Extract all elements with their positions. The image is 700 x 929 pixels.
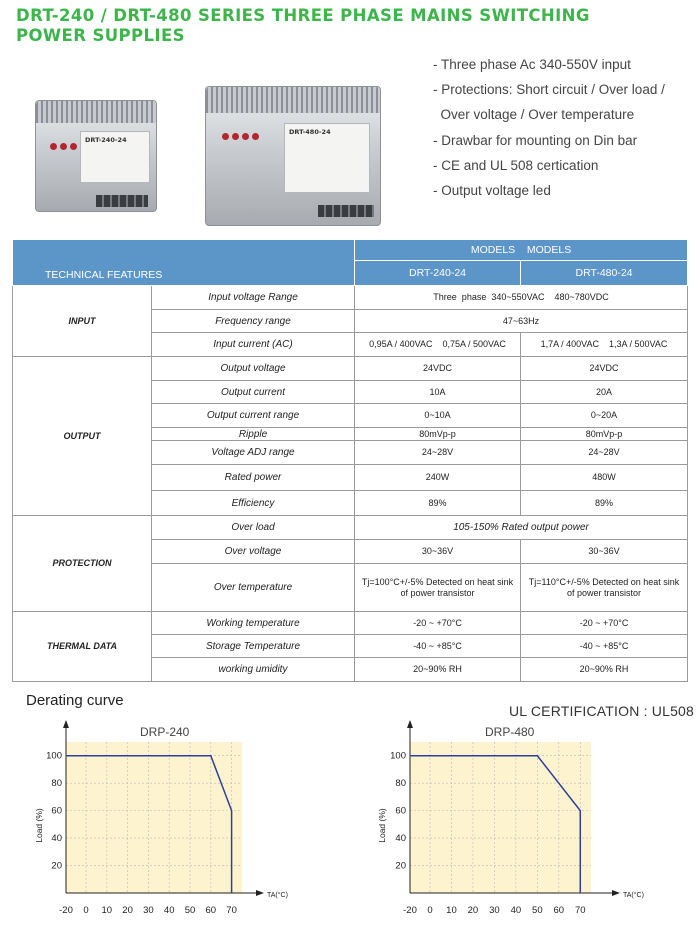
- feature-label: working umidity: [152, 658, 355, 682]
- spec-value: -20 ~ +70°C: [521, 612, 688, 635]
- x-tick-label: 0: [427, 905, 433, 916]
- y-tick-label: 100: [390, 750, 406, 762]
- x-tick-label: 40: [510, 905, 522, 916]
- feature-label: Input voltage Range: [152, 286, 355, 310]
- derating-chart-drp-480: [373, 718, 643, 918]
- feature-item: - Protections: Short circuit / Over load /: [433, 82, 665, 98]
- feature-label: Ripple: [152, 428, 355, 441]
- spec-value: 0~20A: [521, 404, 688, 428]
- feature-item: - Drawbar for mounting on Din bar: [433, 132, 638, 148]
- spec-value: 47~63Hz: [355, 310, 688, 333]
- plot-area: [66, 742, 242, 893]
- feature-label: Frequency range: [152, 310, 355, 333]
- y-tick-label: 60: [395, 805, 406, 817]
- x-tick-label: 10: [446, 905, 457, 916]
- feature-item: - Three phase Ac 340-550V input: [433, 57, 631, 72]
- spec-value: 20~90% RH: [355, 658, 521, 682]
- feature-list: [433, 52, 695, 203]
- x-axis-label: TA(°C): [267, 892, 288, 899]
- product-image-drt-240: [35, 100, 157, 212]
- models-header: MODELS MODELS: [355, 240, 688, 261]
- feature-label: Working temperature: [152, 612, 355, 635]
- spec-value: -40 ~ +85°C: [521, 635, 688, 658]
- technical-features-header: TECHNICAL FEATURES: [13, 240, 355, 286]
- y-tick-label: 40: [51, 833, 62, 845]
- x-tick-label: 70: [226, 905, 237, 916]
- y-axis-arrow: [63, 720, 69, 728]
- x-tick-label: 30: [143, 905, 154, 916]
- product-image-drt-480: [205, 86, 381, 226]
- spec-value: 24VDC: [521, 357, 688, 381]
- x-tick-label: 50: [532, 905, 543, 916]
- spec-value: 80mVp-p: [355, 428, 521, 441]
- x-tick-label: 30: [489, 905, 500, 916]
- x-tick-label: 60: [205, 905, 217, 916]
- y-axis-arrow: [407, 720, 413, 728]
- y-tick-label: 40: [395, 833, 406, 845]
- ul-certification: UL CERTIFICATION : UL508: [509, 703, 695, 719]
- feature-label: Over load: [152, 516, 355, 540]
- spec-value: 10A: [355, 381, 521, 404]
- chart-title: DRP-240: [140, 725, 190, 739]
- specifications-table: [12, 239, 688, 682]
- x-tick-label: 50: [184, 905, 196, 916]
- derating-curve-heading: Derating curve: [26, 692, 124, 709]
- feature-label: Output current range: [152, 404, 355, 428]
- feature-item: - Output voltage led: [433, 183, 551, 199]
- y-tick-label: 60: [51, 805, 62, 817]
- feature-label: Over voltage: [152, 540, 355, 564]
- product-photos: [35, 86, 415, 236]
- terminal-block: [318, 205, 374, 217]
- feature-label: Efficiency: [152, 491, 355, 516]
- group-label-input: INPUT: [13, 286, 152, 357]
- spec-value: -40 ~ +85°C: [355, 635, 521, 658]
- spec-value: 24~28V: [355, 441, 521, 465]
- x-tick-label: -20: [59, 905, 73, 916]
- spec-value: 0~10A: [355, 404, 521, 428]
- spec-value: 105-150% Rated output power: [355, 516, 688, 540]
- plot-area: [410, 742, 591, 893]
- derating-chart-drp-240: [30, 718, 290, 918]
- y-tick-label: 80: [51, 778, 62, 790]
- x-tick-label: 20: [467, 905, 479, 916]
- group-label-output: OUTPUT: [13, 357, 152, 516]
- spec-value: -20 ~ +70°C: [355, 612, 521, 635]
- feature-label: Output current: [152, 381, 355, 404]
- product-label: [80, 131, 150, 183]
- spec-value: Tj=100°C+/-5% Detected on heat sink of power transistor: [355, 564, 521, 612]
- y-tick-label: 20: [395, 860, 406, 872]
- terminal-block: [96, 195, 148, 207]
- feature-label: Over temperature: [152, 564, 355, 612]
- page-title-line-2: POWER SUPPLIES: [16, 26, 185, 45]
- spec-value: 80mVp-p: [521, 428, 688, 441]
- spec-value: 30~36V: [521, 540, 688, 564]
- spec-value: Three phase 340~550VAC 480~780VDC: [355, 286, 688, 310]
- x-tick-label: 40: [163, 905, 175, 916]
- spec-value: 24VDC: [355, 357, 521, 381]
- feature-item: Over voltage / Over temperature: [433, 107, 635, 123]
- vent-grille: [206, 87, 380, 113]
- feature-label: Output voltage: [152, 357, 355, 381]
- x-tick-label: -20: [403, 905, 417, 916]
- product-model-label: DRT-480-24: [289, 128, 331, 136]
- group-label-protection: PROTECTION: [13, 516, 152, 612]
- chart-title: DRP-480: [485, 725, 535, 739]
- spec-value: 480W: [521, 465, 688, 491]
- y-tick-label: 100: [46, 750, 62, 762]
- x-tick-label: 20: [122, 905, 133, 916]
- model-header-b: DRT-480-24: [521, 261, 688, 286]
- feature-label: Voltage ADJ range: [152, 441, 355, 465]
- y-axis-label: Load (%): [377, 808, 387, 843]
- feature-label: Rated power: [152, 465, 355, 491]
- page-title: [16, 6, 686, 46]
- spec-value: 30~36V: [355, 540, 521, 564]
- y-axis-label: Load (%): [34, 808, 44, 843]
- x-tick-label: 60: [553, 905, 565, 916]
- spec-value: 20A: [521, 381, 688, 404]
- x-tick-label: 0: [83, 905, 89, 916]
- status-leds: [222, 133, 259, 140]
- spec-value: Tj=110°C+/-5% Detected on heat sink of power transistor: [521, 564, 688, 612]
- x-axis-arrow: [256, 890, 264, 896]
- spec-value: 24~28V: [521, 441, 688, 465]
- feature-item: - CE and UL 508 certication: [433, 157, 599, 173]
- group-label-thermal-data: THERMAL DATA: [13, 612, 152, 682]
- y-tick-label: 80: [395, 778, 406, 790]
- model-header-a: DRT-240-24: [355, 261, 521, 286]
- spec-value: 20~90% RH: [521, 658, 688, 682]
- product-model-label: DRT-240-24: [85, 136, 127, 144]
- spec-value: 1,7A / 400VAC 1,3A / 500VAC: [521, 333, 688, 357]
- spec-value: 240W: [355, 465, 521, 491]
- spec-value: 0,95A / 400VAC 0,75A / 500VAC: [355, 333, 521, 357]
- spec-value: 89%: [355, 491, 521, 516]
- x-tick-label: 70: [574, 905, 586, 916]
- page-title-line-1: DRT-240 / DRT-480 SERIES THREE PHASE MAINS SWITCHING: [16, 6, 590, 25]
- y-tick-label: 20: [51, 860, 62, 872]
- x-axis-label: TA(°C): [623, 892, 644, 899]
- feature-label: Input current (AC): [152, 333, 355, 357]
- x-tick-label: 10: [101, 905, 113, 916]
- x-axis-arrow: [612, 890, 620, 896]
- vent-grille: [36, 101, 156, 123]
- spec-value: 89%: [521, 491, 688, 516]
- product-label: [284, 123, 370, 193]
- feature-label: Storage Temperature: [152, 635, 355, 658]
